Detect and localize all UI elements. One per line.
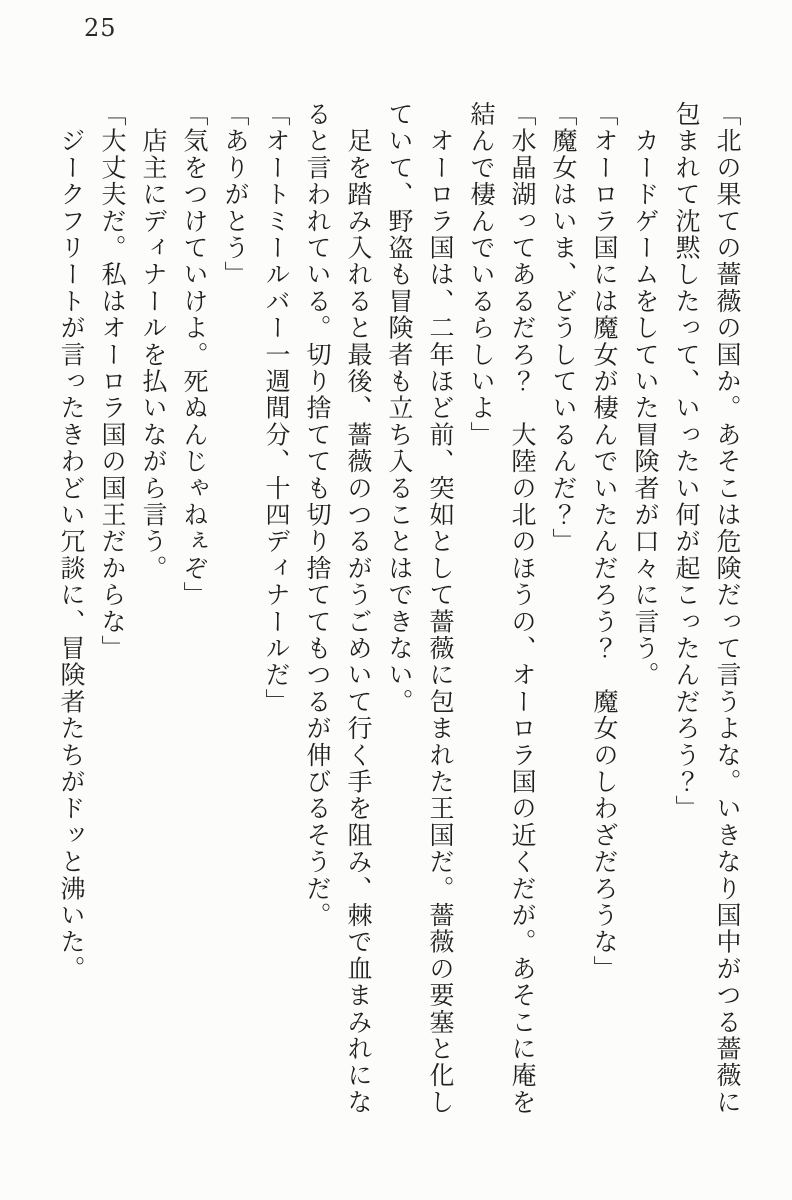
paragraph-dialogue-witch-lived: 「オーロラ国には魔女が棲んでいたんだろう？ 魔女のしわざだろうな」 <box>590 101 619 983</box>
paragraph-narration-siegfried-joke: ジークフリートが言ったきわどい冗談に、冒険者たちがドッと沸いた。 <box>57 101 86 983</box>
paragraph-dialogue-take-care: 「気をつけていけよ。死ぬんじゃねぇぞ」 <box>180 101 209 609</box>
page-number: 25 <box>84 14 117 42</box>
paragraph-narration-paying-dinar: 店主にディナールを払いながら言う。 <box>139 101 168 582</box>
paragraph-dialogue-crystal-lake: 「水晶湖ってあるだろ？ 大陸の北のほうの、オーロラ国の近くだが。あそこに庵を結んで棲んでいるらしいよ」 <box>467 101 537 1116</box>
paragraph-dialogue-witch-now: 「魔女はいま、どうしているんだ？」 <box>549 101 578 555</box>
paragraph-narration-rose-vines: 足を踏み入れると最後、薔薇のつるがうごめいて行く手を阻み、棘で血まみれになると言われている。切り捨てても切り捨ててもつるが伸びるそうだ。 <box>303 101 373 1116</box>
paragraph-dialogue-north-rose-country: 「北の果ての薔薇の国か。あそこは危険だって言うよな。いきなり国中がつる薔薇に包まれて沈黙したって、いったい何が起こったんだろう？」 <box>672 101 742 1116</box>
paragraph-narration-card-game: カードゲームをしていた冒険者が口々に言う。 <box>631 101 660 689</box>
body-text <box>48 101 748 1126</box>
paragraph-dialogue-thanks: 「ありがとう」 <box>221 101 250 288</box>
paragraph-dialogue-oatmeal-bar: 「オートミールバー一週間分、十四ディナールだ」 <box>262 101 291 716</box>
paragraph-dialogue-i-am-king: 「大丈夫だ。私はオーロラ国の国王だからな」 <box>98 101 127 662</box>
paragraph-narration-aurora-kingdom: オーロラ国は、二年ほど前、突如として薔薇に包まれた王国だ。薔薇の要塞と化していて、野盗も冒険者も立ち入ることはできない。 <box>385 101 455 1116</box>
